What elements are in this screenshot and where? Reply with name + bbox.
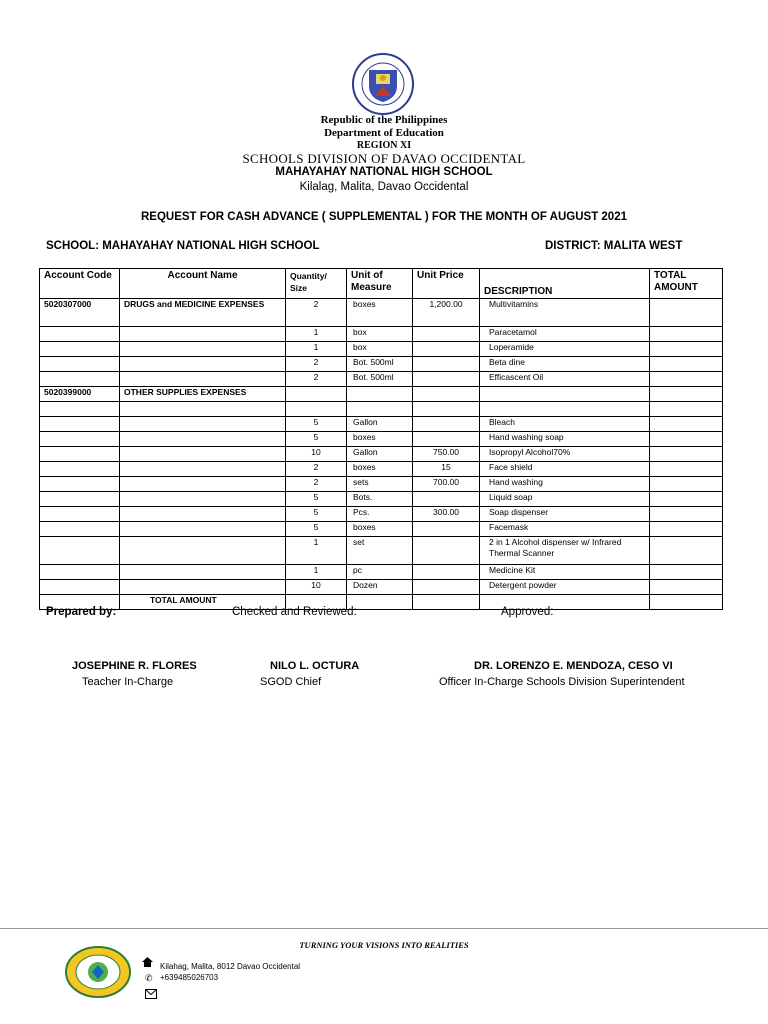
col-account-name [120,507,286,522]
col-total [650,387,723,402]
table-row [40,327,723,342]
col-account-code [40,402,120,417]
prepared-position: Teacher In-Charge [82,676,174,688]
col-account-code [40,372,120,387]
approved-label: Approved: [501,606,554,618]
col-account-name [120,327,286,342]
col-description [480,402,650,417]
col-unit: Dozen [347,580,413,595]
table-row [40,447,723,462]
col-account-code [40,432,120,447]
footer-address: Kilahag, Malita, 8012 Davao Occidental [160,962,301,971]
col-quantity: 2 [286,372,347,387]
checked-position: SGOD Chief [260,676,322,688]
col-total [650,447,723,462]
col-price [413,357,480,372]
col-account-name [120,417,286,432]
col-description: Hand washing soap [480,432,650,447]
email-icon [145,986,157,1004]
col-account-name [120,537,286,565]
col-total [650,507,723,522]
col-unit: boxes [347,522,413,537]
col-total [650,357,723,372]
col-account-name: OTHER SUPPLIES EXPENSES [120,387,286,402]
col-total [650,432,723,447]
table-row [40,522,723,537]
table-row [40,417,723,432]
col-unit: set [347,537,413,565]
col-description: Beta dine [480,357,650,372]
col-quantity: 5 [286,417,347,432]
document-title: REQUEST FOR CASH ADVANCE ( SUPPLEMENTAL ) FOR THE MONTH OF AUGUST 2021 [140,211,627,223]
col-description: Paracetamol [480,327,650,342]
col-account-code [40,492,120,507]
col-total [650,537,723,565]
total-row-cell [650,595,723,610]
col-quantity: 2 [286,299,347,327]
col-account-name [120,447,286,462]
col-price [413,342,480,357]
col-description: Efficascent Oil [480,372,650,387]
col-unit: box [347,327,413,342]
col-quantity: 5 [286,522,347,537]
table-row [40,462,723,477]
col-price [413,580,480,595]
col-account-name [120,402,286,417]
col-account-code [40,342,120,357]
col-account-code [40,565,120,580]
table-row [40,507,723,522]
col-price [413,327,480,342]
approved-position: Officer In-Charge Schools Division Superintendent [439,676,685,688]
school-address: Kilalag, Malita, Davao Occidental [299,181,469,193]
table-row [40,432,723,447]
col-account-code [40,580,120,595]
col-description: Loperamide [480,342,650,357]
col-account-code [40,537,120,565]
col-account-name [120,492,286,507]
col-quantity: 5 [286,432,347,447]
col-description: Isopropyl Alcohol70% [480,447,650,462]
col-account-code [40,447,120,462]
table-row [40,402,723,417]
col-price: 15 [413,462,480,477]
col-quantity [286,402,347,417]
table-row [40,565,723,580]
total-row-cell [413,595,480,610]
republic-text: Republic of the Philippines [320,114,448,126]
checked-name: NILO L. OCTURA [270,660,360,672]
col-unit: box [347,342,413,357]
col-price: 750.00 [413,447,480,462]
prepared-label: Prepared by: [46,606,117,618]
deped-seal [339,52,427,116]
col-price: 1,200.00 [413,299,480,327]
col-account-code [40,477,120,492]
footer-motto: TURNING YOUR VISIONS INTO REALITIES [299,940,469,950]
col-unit: boxes [347,462,413,477]
col-description: Hand washing [480,477,650,492]
col-quantity: 2 [286,357,347,372]
table-row [40,492,723,507]
school-line: SCHOOL: MAHAYAHAY NATIONAL HIGH SCHOOL [46,240,320,252]
home-icon [141,955,154,973]
school-name: MAHAYAHAY NATIONAL HIGH SCHOOL [275,166,493,178]
col-total [650,492,723,507]
footer-phone: +639485026703 [160,973,219,982]
col-price [413,537,480,565]
col-account-code [40,357,120,372]
col-quantity: 1 [286,327,347,342]
col-total [650,372,723,387]
col-account-name [120,462,286,477]
col-description: Bleach [480,417,650,432]
col-unit: sets [347,477,413,492]
col-total [650,402,723,417]
col-account-name [120,342,286,357]
col-price [413,372,480,387]
school-logo [64,945,132,999]
col-quantity: 1 [286,565,347,580]
col-description: 2 in 1 Alcohol dispenser w/ Infrared Thermal Scanner [480,537,650,565]
total-label: TOTAL AMOUNT [120,595,286,610]
col-price [413,402,480,417]
approved-name: DR. LORENZO E. MENDOZA, CESO VI [474,660,673,672]
col-unit: Bot. 500ml [347,372,413,387]
col-account-name [120,565,286,580]
table-row [40,477,723,492]
col-unit [347,402,413,417]
col-price [413,432,480,447]
table-header-row [40,269,723,299]
col-total [650,477,723,492]
col-account-code [40,462,120,477]
col-price: 700.00 [413,477,480,492]
col-unit [347,387,413,402]
department-text: Department of Education [324,127,444,139]
col-unit: Bot. 500ml [347,357,413,372]
col-account-name [120,432,286,447]
col-unit: Gallon [347,447,413,462]
request-table [39,268,723,610]
col-total [650,342,723,357]
col-total [650,299,723,327]
col-account-code [40,327,120,342]
checked-label: Checked and Reviewed: [232,606,357,618]
table-row [40,372,723,387]
col-account-name: DRUGS and MEDICINE EXPENSES [120,299,286,327]
col-quantity [286,387,347,402]
col-price [413,387,480,402]
division-text: SCHOOLS DIVISION OF DAVAO OCCIDENTAL [242,151,526,166]
header-price: Unit Price [413,269,480,299]
header-account-code: Account Code [40,269,120,299]
col-account-name [120,580,286,595]
header-account-name: Account Name [120,269,286,299]
footer-divider [0,928,768,929]
col-description [480,387,650,402]
col-total [650,462,723,477]
col-unit: Bots. [347,492,413,507]
col-total [650,327,723,342]
header-unit: Unit of Measure [347,269,413,299]
col-account-name [120,522,286,537]
col-account-name [120,372,286,387]
col-price [413,565,480,580]
col-description: Medicine Kit [480,565,650,580]
col-quantity: 1 [286,537,347,565]
col-quantity: 10 [286,447,347,462]
table-row [40,580,723,595]
header-quantity: Quantity/ Size [286,269,347,299]
table-row [40,387,723,402]
col-total [650,580,723,595]
district-line: DISTRICT: MALITA WEST [545,240,683,252]
col-description: Multivitamins [480,299,650,327]
phone-icon: ✆ [145,973,153,983]
col-account-code [40,507,120,522]
col-price [413,492,480,507]
col-account-name [120,477,286,492]
col-description: Detergent powder [480,580,650,595]
col-price [413,417,480,432]
col-account-code [40,417,120,432]
table-row [40,342,723,357]
header-total: TOTAL AMOUNT [650,269,723,299]
col-unit: boxes [347,299,413,327]
region-text: REGION XI [356,140,412,151]
col-quantity: 2 [286,477,347,492]
col-unit: Gallon [347,417,413,432]
col-description: Soap dispenser [480,507,650,522]
col-account-code: 5020399000 [40,387,120,402]
col-total [650,522,723,537]
col-price: 300.00 [413,507,480,522]
table-row [40,537,723,565]
table-row [40,299,723,327]
col-unit: boxes [347,432,413,447]
col-quantity: 1 [286,342,347,357]
header-description: DESCRIPTION [480,269,650,299]
table-row [40,357,723,372]
col-total [650,565,723,580]
col-description: Face shield [480,462,650,477]
col-total [650,417,723,432]
col-quantity: 2 [286,462,347,477]
col-account-code [40,522,120,537]
col-description: Liquid soap [480,492,650,507]
col-price [413,522,480,537]
col-quantity: 5 [286,507,347,522]
col-unit: Pcs. [347,507,413,522]
col-unit: pc [347,565,413,580]
prepared-name: JOSEPHINE R. FLORES [72,660,197,672]
total-row [40,595,723,610]
col-account-code: 5020307000 [40,299,120,327]
col-quantity: 5 [286,492,347,507]
col-quantity: 10 [286,580,347,595]
col-account-name [120,357,286,372]
col-description: Facemask [480,522,650,537]
